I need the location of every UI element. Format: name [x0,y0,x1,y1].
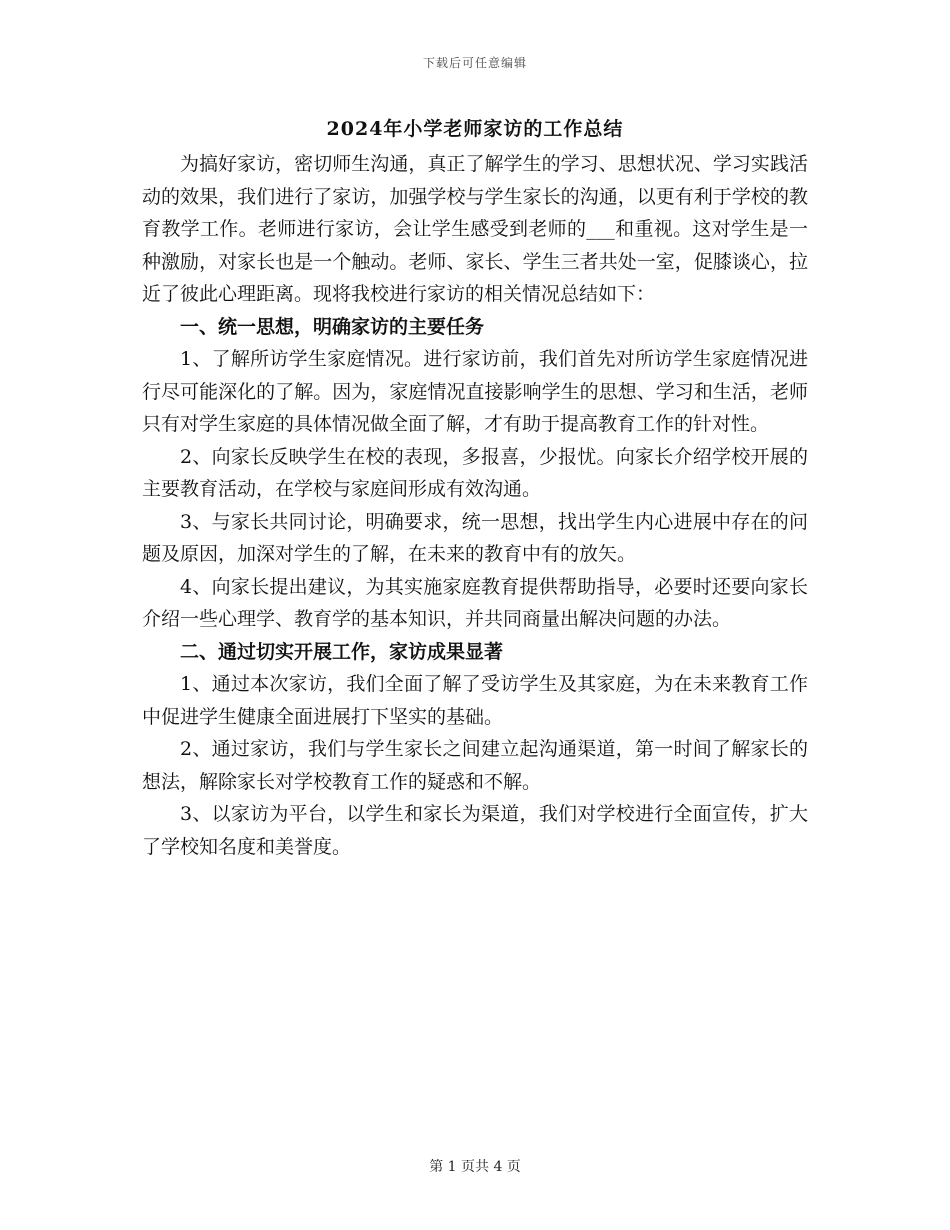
paragraph-item: 3、以家访为平台，以学生和家长为渠道，我们对学校进行全面宣传，扩大了学校知名度和美誉度。 [142,803,808,858]
page-header: 下载后可任意编辑 [422,56,527,70]
paragraph-item: 1、通过本次家访，我们全面了解了受访学生及其家庭，为在未来教育工作中促进学生健康全面进展打下坚实的基础。 [142,673,808,728]
section-heading-1: 一、统一思想，明确家访的主要任务 [180,315,485,338]
document-body [142,148,808,863]
paragraph-item: 4、向家长提出建议，为其实施家庭教育提供帮助指导，必要时还要向家长介绍一些心理学、教育学的基本知识，并共同商量出解决问题的办法。 [142,575,808,630]
paragraph-item: 2、向家长反映学生在校的表现，多报喜，少报忧。向家长介绍学校开展的主要教育活动，在学校与家庭间形成有效沟通。 [142,445,808,500]
paragraph-item: 2、通过家访，我们与学生家长之间建立起沟通渠道，第一时间了解家长的想法，解除家长对学校教育工作的疑惑和不解。 [142,738,808,793]
section-heading-2: 二、通过切实开展工作，家访成果显著 [180,640,504,663]
page-footer: 第 1 页共 4 页 [429,1159,521,1175]
document-title: 2024年小学老师家访的工作总结 [326,118,624,140]
paragraph-item: 3、与家长共同讨论，明确要求，统一思想，找出学生内心进展中存在的问题及原因，加深对学生的了解，在未来的教育中有的放矢。 [142,510,808,565]
paragraph-intro: 为搞好家访，密切师生沟通，真正了解学生的学习、思想状况、学习实践活动的效果，我们进行了家访，加强学校与学生家长的沟通，以更有利于学校的教育教学工作。老师进行家访，会让学生感受到老师的___和重视。这对学生是一种激励，对家长也是一个触动。老师、家长、学生三者共处一室，促膝谈心，拉近了彼此心理距离。现将我校进行家访的相关情况总结如下： [142,153,808,305]
paragraph-item: 1、了解所访学生家庭情况。进行家访前，我们首先对所访学生家庭情况进行尽可能深化的了解。因为，家庭情况直接影响学生的思想、学习和生活，老师只有对学生家庭的具体情况做全面了解，才有助于提高教育工作的针对性。 [142,348,808,435]
